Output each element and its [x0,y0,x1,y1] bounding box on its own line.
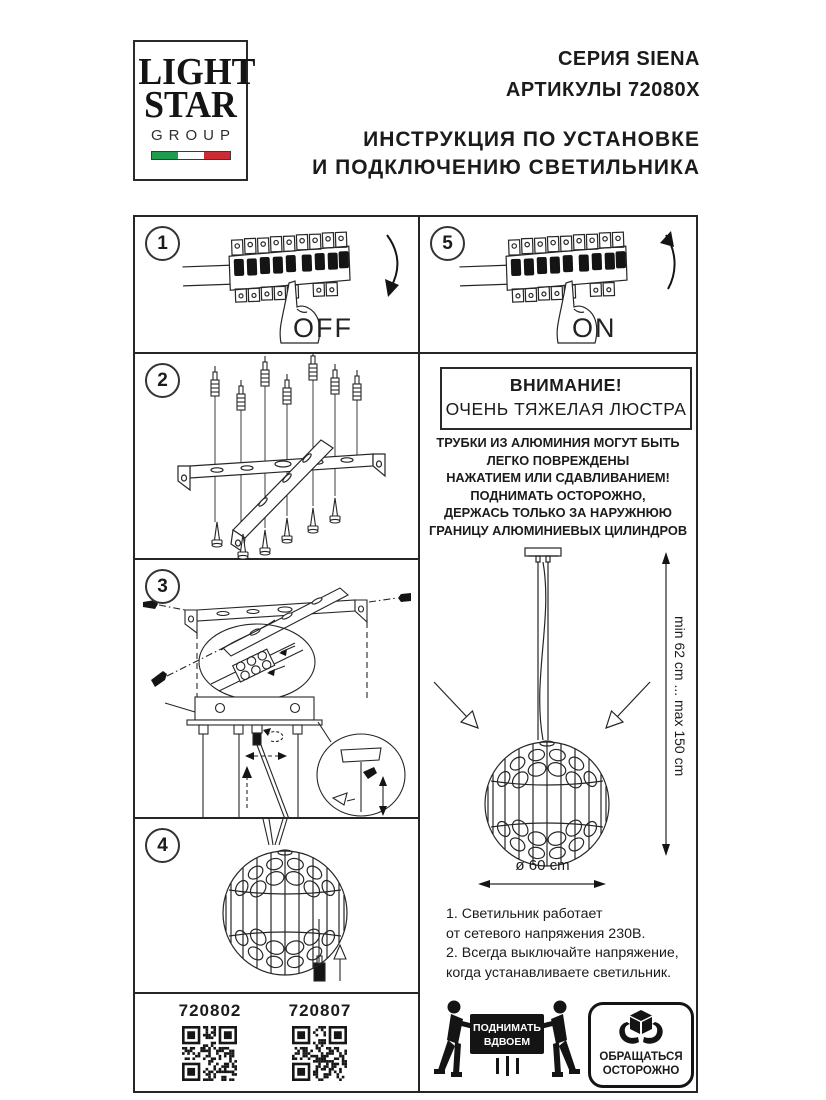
handle-with-care-badge [588,1002,694,1088]
article-number-left: 720802 [178,1001,242,1020]
page-title: ИНСТРУКЦИЯ ПО УСТАНОВКЕ И ПОДКЛЮЧЕНИЮ СВЕТИЛЬНИКА [312,128,700,179]
instruction-grid [133,215,698,1093]
panel-step-2 [135,354,420,560]
on-label: ON [572,313,617,343]
lift-label-line2: ВДВОЕМ [483,1036,531,1048]
lightstar-logo [133,40,256,181]
warning-title: ВНИМАНИЕ! [509,375,623,395]
warning-body: ТРУБКИ ИЗ АЛЮМИНИЯ МОГУТ БЫТЬ ЛЕГКО ПОВРЕЖДЕНЫ НАЖАТИЕМ ИЛИ СДАВЛИВАНИЕМ! ПОДНИМАТЬ ОСТОРОЖНО, ДЕРЖАСЬ ТОЛЬКО ЗА НАРУЖНЮЮ ГРАНИЦУ АЛЮМИНИЕВЫХ ЦИЛИНДРОВ [428,435,688,538]
italian-flag-stripe [151,151,231,160]
diameter-dimension-label: ø 60 cm [515,857,570,874]
logo-word-star: STAR [144,84,237,126]
notes-text: 1. Светильник работает от сетевого напряжения 230В. 2. Всегда выключайте напряжение, когда устанавливаете светильник. [446,906,679,981]
logo-word-light: LIGHT [138,51,256,93]
off-label: OFF [293,313,353,343]
panel-articles [135,994,420,1091]
qr-code-720807 [292,1026,347,1081]
handle-label-line1: ОБРАЩАТЬСЯ [599,1051,683,1063]
logo-word-group: GROUP [150,127,236,144]
warning-box [440,367,692,430]
header-series-block [320,44,700,106]
articles-title: АРТИКУЛЫ 72080X [505,79,700,101]
step-5-number: 5 [430,226,465,261]
series-title: СЕРИЯ SIENA [557,48,700,70]
panel-step-1 [135,217,420,354]
article-number-right: 720807 [288,1001,352,1020]
step-3-number: 3 [145,569,180,604]
step-4-number: 4 [145,828,180,863]
handle-label-line2: ОСТОРОЖНО [602,1064,680,1077]
step-1-number: 1 [145,226,180,261]
lift-two-people-icon [432,996,582,1088]
wiring-mounting-illustration [135,560,420,819]
lift-label-line1: ПОДНИМАТЬ [473,1022,541,1034]
panel-step-5 [420,217,696,354]
hands-holding-box-icon [615,1008,667,1046]
warning-subtitle: ОЧЕНЬ ТЯЖЕЛАЯ ЛЮСТРА [445,399,687,419]
hanging-chandelier-illustration [420,534,696,954]
panel-step-3 [135,560,420,819]
step-2-number: 2 [145,363,180,398]
qr-code-720802 [182,1026,237,1081]
panel-step-4 [135,819,420,994]
panel-right-info: ВНИМАНИЕ! ОЧЕНЬ ТЯЖЕЛАЯ ЛЮСТРА ТРУБКИ ИЗ АЛЮМИНИЯ МОГУТ БЫТЬ ЛЕГКО ПОВРЕЖДЕНЫ НАЖАТИЕМ ИЛИ СДАВЛИВАНИЕМ! ПОДНИМАТЬ ОСТОРОЖНО, ДЕРЖАСЬ ТОЛЬКО ЗА НАРУЖНЮЮ ГРАНИЦУ АЛЮМИНИЕВЫХ ЦИЛИНДРОВ min 62 cm ... max 150 cm ø 60 cm 1. Светильник работает от сетевого напряжения 230В. 2. Всегда выключайте напряжение, когда устанавливаете светильник. ПОДНИМАТЬ ВДВОЕМ ОБРАЩАТЬСЯ ОСТОРОЖНО [420,354,696,1091]
